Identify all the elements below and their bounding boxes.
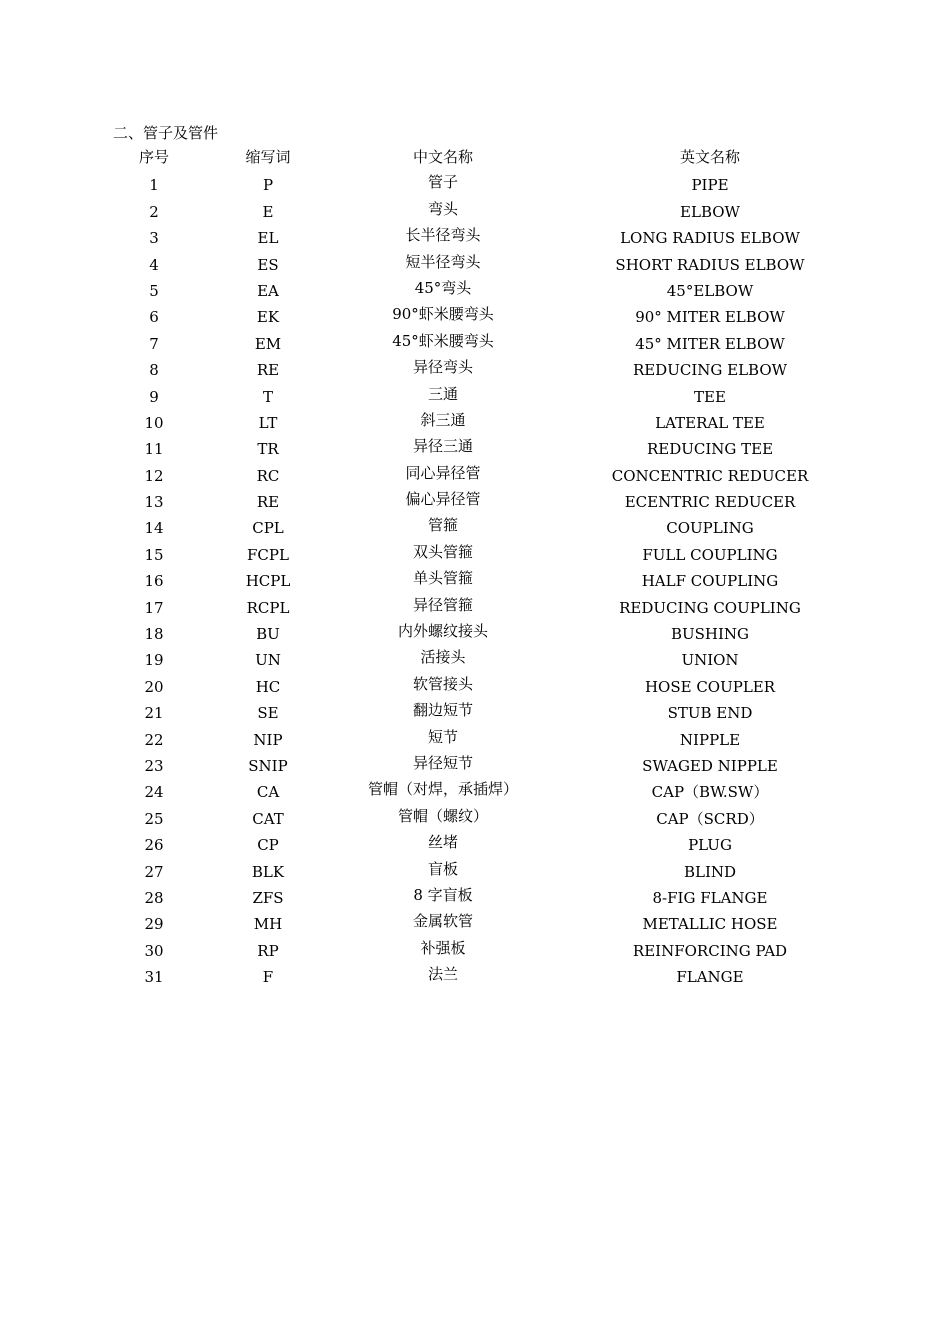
table-body [0,173,950,991]
cell-abbr: FCPL [247,545,289,564]
cell-abbr: RCPL [246,598,290,617]
cell-abbr: EM [254,334,282,353]
cell-en: CAP（BW.SW） [651,783,769,802]
header-no: 序号 [138,148,169,166]
cell-en: 90° MITER ELBOW [635,308,785,327]
cell-cn: 盲板 [427,859,458,878]
cell-abbr: UN [255,651,281,670]
cell-no: 15 [144,545,164,564]
cell-en: HALF COUPLING [641,572,779,591]
cell-en: REDUCING TEE [646,440,774,459]
header-cn: 中文名称 [412,148,473,166]
cell-no: 30 [144,941,164,960]
cell-abbr: P [262,176,274,195]
cell-cn: 8 字盲板 [413,885,473,904]
abbreviation-table [0,147,950,992]
cell-cn: 活接头 [420,648,466,667]
cell-cn: 管子 [427,173,458,192]
cell-abbr: CAT [252,809,284,828]
section-title: 二、管子及管件 [113,124,219,142]
cell-no: 3 [149,229,159,248]
cell-abbr: T [262,387,273,406]
cell-cn: 异径弯头 [412,358,473,377]
cell-cn: 同心异径管 [405,463,481,482]
cell-abbr: SE [257,704,279,723]
cell-en: REINFORCING PAD [632,941,788,960]
cell-no: 14 [144,519,164,538]
cell-no: 25 [144,809,164,828]
cell-abbr: RP [257,941,279,960]
cell-cn: 翻边短节 [412,701,473,720]
cell-en: SHORT RADIUS ELBOW [615,255,805,274]
cell-cn: 45°弯头 [414,278,472,297]
cell-en: PLUG [688,836,732,855]
cell-cn: 内外螺纹接头 [397,622,488,641]
cell-en: PIPE [691,176,729,195]
cell-no: 1 [149,176,159,195]
cell-no: 5 [149,281,159,300]
cell-no: 13 [144,493,164,512]
cell-en: REDUCING COUPLING [619,598,801,617]
cell-en: COUPLING [666,519,754,538]
cell-abbr: HCPL [245,572,291,591]
cell-abbr: EA [257,281,279,300]
cell-no: 7 [149,334,159,353]
cell-abbr: E [262,202,274,221]
cell-no: 2 [149,202,159,221]
cell-en: STUB END [667,704,753,723]
cell-cn: 管箍 [427,516,458,535]
cell-no: 17 [144,598,164,617]
cell-en: ELBOW [680,202,740,221]
cell-abbr: MH [253,915,283,934]
cell-abbr: EK [256,308,280,327]
cell-no: 16 [144,572,164,591]
cell-en: CONCENTRIC REDUCER [611,466,809,485]
cell-cn: 三通 [427,384,458,403]
cell-en: 8-FIG FLANGE [652,888,768,907]
cell-cn: 斜三通 [420,410,466,429]
cell-cn: 管帽（螺纹） [397,806,488,825]
cell-abbr: RC [256,466,280,485]
cell-abbr: RE [256,493,280,512]
cell-no: 18 [144,625,164,644]
cell-abbr: ZFS [252,888,284,907]
cell-cn: 45°虾米腰弯头 [392,331,494,350]
cell-abbr: CP [257,836,279,855]
cell-abbr: CA [256,783,280,802]
header-en: 英文名称 [679,148,740,166]
cell-abbr: TR [257,440,279,459]
cell-no: 20 [144,677,164,696]
cell-cn: 补强板 [420,938,466,957]
cell-abbr: F [262,968,274,987]
cell-cn: 双头管箍 [412,542,473,561]
table-row [0,965,950,991]
cell-abbr: CPL [252,519,284,538]
cell-no: 21 [144,704,164,723]
cell-en: REDUCING ELBOW [632,361,788,380]
cell-en: NIPPLE [679,730,741,749]
cell-cn: 短半径弯头 [405,252,481,271]
cell-abbr: EL [257,229,279,248]
cell-abbr: NIP [253,730,283,749]
cell-en: 45° MITER ELBOW [635,334,785,353]
cell-cn: 异径管箍 [412,595,473,614]
header-abbr: 缩写词 [245,148,291,166]
cell-cn: 法兰 [427,965,458,984]
cell-cn: 单头管箍 [412,569,473,588]
cell-no: 9 [149,387,159,406]
cell-cn: 管帽（对焊，承插焊） [367,780,518,799]
cell-en: HOSE COUPLER [644,677,776,696]
cell-en: TEE [694,387,726,406]
cell-cn: 异径三通 [412,437,473,456]
cell-no: 12 [144,466,164,485]
cell-en: UNION [681,651,739,670]
cell-cn: 异径短节 [412,753,473,772]
cell-no: 26 [144,836,164,855]
cell-no: 6 [149,308,159,327]
cell-no: 19 [144,651,164,670]
cell-abbr: ES [257,255,279,274]
cell-abbr: BLK [251,862,285,881]
cell-en: METALLIC HOSE [642,915,778,934]
cell-no: 4 [149,255,159,274]
cell-en: FLANGE [676,968,744,987]
cell-no: 31 [144,968,164,987]
cell-en: CAP（SCRD） [656,809,764,828]
cell-cn: 90°虾米腰弯头 [392,305,494,324]
cell-abbr: HC [255,677,281,696]
cell-en: FULL COUPLING [642,545,778,564]
cell-no: 29 [144,915,164,934]
cell-no: 8 [149,361,159,380]
cell-en: LATERAL TEE [655,413,765,432]
cell-no: 28 [144,888,164,907]
cell-abbr: SNIP [248,756,288,775]
cell-no: 24 [144,783,164,802]
cell-no: 10 [144,413,164,432]
cell-cn: 丝堵 [427,833,458,852]
cell-cn: 短节 [427,727,458,746]
cell-en: LONG RADIUS ELBOW [620,229,800,248]
cell-no: 11 [144,440,164,459]
cell-cn: 金属软管 [412,912,473,931]
cell-en: 45°ELBOW [666,281,754,300]
cell-no: 22 [144,730,164,749]
cell-abbr: BU [256,625,280,644]
cell-cn: 长半径弯头 [405,226,481,245]
cell-cn: 软管接头 [412,674,473,693]
cell-en: BLIND [683,862,737,881]
cell-en: BUSHING [670,625,750,644]
cell-cn: 偏心异径管 [405,490,481,509]
cell-en: ECENTRIC REDUCER [624,493,796,512]
cell-cn: 弯头 [427,199,458,218]
cell-abbr: RE [256,361,280,380]
cell-abbr: LT [258,413,278,432]
cell-no: 23 [144,756,164,775]
cell-en: SWAGED NIPPLE [642,756,778,775]
cell-no: 27 [144,862,164,881]
